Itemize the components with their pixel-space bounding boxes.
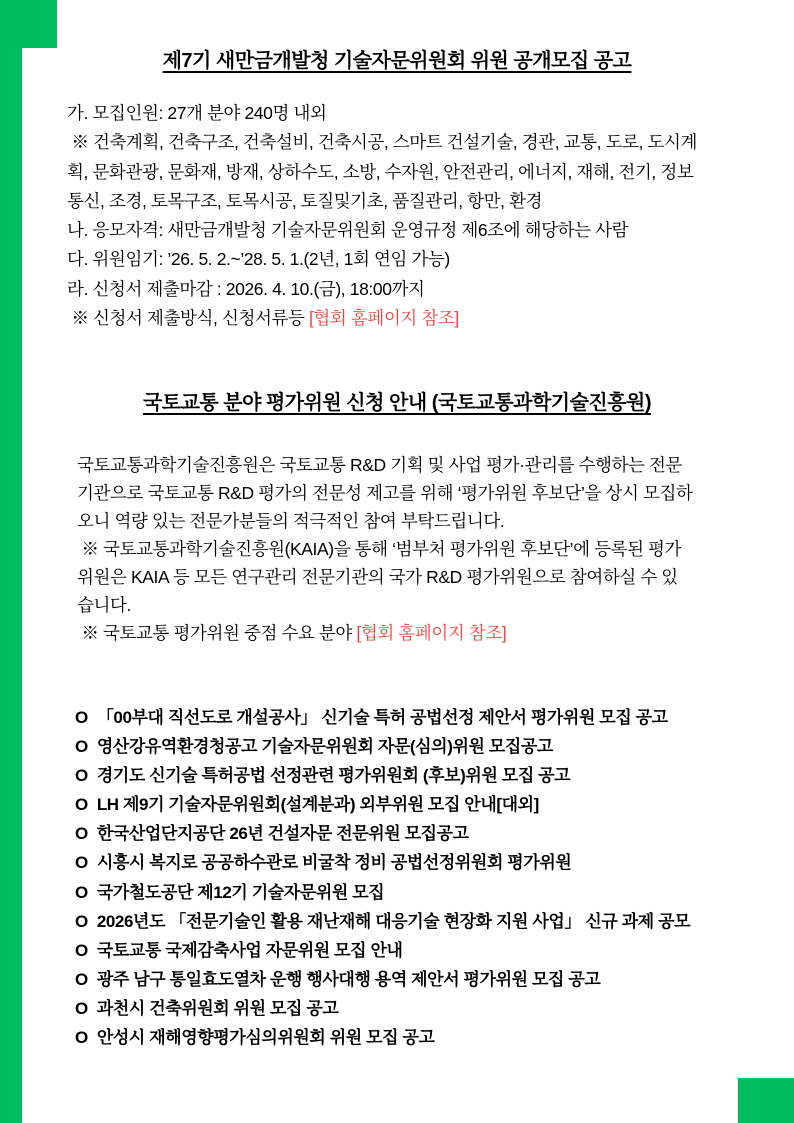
bullet-marker: O	[75, 766, 88, 786]
text-line: 오니 역량 있는 전문가분들의 적극적인 참여 부탁드립니다.	[77, 511, 505, 531]
list-item	[75, 848, 690, 877]
bottom-right-green-block	[738, 1078, 794, 1123]
text-line: 나. 응모자격: 새만금개발청 기술자문위원회 운영규정 제6조에 해당하는 사람	[67, 220, 629, 241]
note-prefix: ※ 신청서 제출방식, 신청서류등	[67, 308, 309, 329]
list-item	[75, 761, 690, 790]
bullet-marker: O	[75, 737, 88, 757]
text-line: 획, 문화관광, 문화재, 방재, 상하수도, 소방, 수자원, 안전관리, 에너지, 재해, 전기, 정보	[67, 161, 694, 182]
list-item	[75, 1023, 690, 1052]
list-item	[75, 790, 690, 819]
bullet-marker: O	[75, 969, 88, 989]
homepage-reference-text: [협회 홈페이지 참조]	[356, 623, 507, 643]
list-item	[75, 878, 690, 907]
text-line	[67, 304, 697, 333]
list-item	[75, 936, 690, 965]
list-item	[75, 819, 690, 848]
bullet-marker: O	[75, 882, 88, 902]
text-line: ※ 국토교통과학기술진흥원(KAIA)을 통해 ‘범부처 평가위원 후보단’에 등록된 평가	[77, 539, 682, 559]
bullet-marker: O	[75, 795, 88, 815]
list-item	[75, 732, 690, 761]
section1-body	[67, 99, 697, 333]
notice-text: LH 제9기 기술자문위원회(설계분과) 외부위원 모집 안내[대외]	[96, 795, 539, 815]
list-item	[75, 703, 690, 732]
text-line: ※ 건축계획, 건축구조, 건축설비, 건축시공, 스마트 건설기술, 경관, 교통, 도로, 도시계	[67, 132, 698, 153]
text-line: 기관으로 국토교통 R&D 평가의 전문성 제고를 위해 ‘평가위원 후보단’을 상시 모집하	[77, 483, 693, 503]
left-green-strip	[0, 0, 22, 1123]
notice-text: 한국산업단지공단 26년 건설자문 전문위원 모집공고	[96, 824, 469, 844]
notice-text: 광주 남구 통일효도열차 운행 행사대행 용역 제안서 평가위원 모집 공고	[96, 969, 601, 989]
section2-title: 국토교통 분야 평가위원 신청 안내 (국토교통과학기술진흥원)	[142, 392, 652, 414]
homepage-reference-text: [협회 홈페이지 참조]	[308, 308, 459, 329]
bullet-marker: O	[75, 824, 88, 844]
notice-text: 2026년도 「전문기술인 활용 재난재해 대응기술 현장화 지원 사업」 신규 과제 공모	[96, 911, 691, 931]
top-left-green-block	[0, 0, 57, 48]
bullet-marker: O	[75, 940, 88, 960]
notice-text: 영산강유역환경청공고 기술자문위원회 자문(심의)위원 모집공고	[96, 737, 553, 757]
notice-text: 경기도 신기술 특허공법 선정관련 평가위원회 (후보)위원 모집 공고	[96, 766, 571, 786]
bullet-marker: O	[75, 998, 88, 1018]
section2-body	[77, 451, 693, 647]
note-prefix: ※ 국토교통 평가위원 중점 수요 분야	[77, 623, 357, 643]
bullet-marker: O	[75, 911, 88, 931]
text-line: 통신, 조경, 토목구조, 토목시공, 토질및기초, 품질관리, 항만, 환경	[67, 190, 543, 211]
text-line: 국토교통과학기술진흥원은 국토교통 R&D 기획 및 사업 평가·관리를 수행하는 전문	[77, 455, 683, 475]
text-line: 다. 위원임기: ’26. 5. 2.~’28. 5. 1.(2년, 1회 연임 가능)	[67, 249, 450, 270]
list-item	[75, 907, 690, 936]
notice-text: 안성시 재해영향평가심의위원회 위원 모집 공고	[96, 1028, 435, 1048]
bullet-marker: O	[75, 708, 88, 727]
list-item	[75, 965, 690, 994]
text-line: 위원은 KAIA 등 모든 연구관리 전문기관의 국가 R&D 평가위원으로 참여하실 수 있	[77, 567, 678, 587]
notice-text: 시흥시 복지로 공공하수관로 비굴착 정비 공법선정위원회 평가위원	[96, 853, 572, 873]
bullet-marker: O	[75, 853, 88, 873]
notice-list	[75, 703, 690, 1052]
text-line: 습니다.	[77, 595, 131, 615]
notice-text: 국토교통 국제감축사업 자문위원 모집 안내	[96, 940, 403, 960]
bullet-marker: O	[75, 1028, 88, 1048]
text-line: 라. 신청서 제출마감 : 2026. 4. 10.(금), 18:00까지	[67, 278, 425, 299]
list-item	[75, 994, 690, 1023]
notice-text: 국가철도공단 제12기 기술자문위원 모집	[96, 882, 385, 902]
notice-text: 「00부대 직선도로 개설공사」 신기술 특허 공법선정 제안서 평가위원 모집 공고	[96, 708, 668, 727]
notice-text: 과천시 건축위원회 위원 모집 공고	[96, 998, 339, 1018]
text-line	[77, 619, 693, 647]
section1-title: 제7기 새만금개발청 기술자문위원회 위원 공개모집 공고	[162, 50, 632, 72]
text-line: 가. 모집인원: 27개 분야 240명 내외	[67, 103, 327, 123]
